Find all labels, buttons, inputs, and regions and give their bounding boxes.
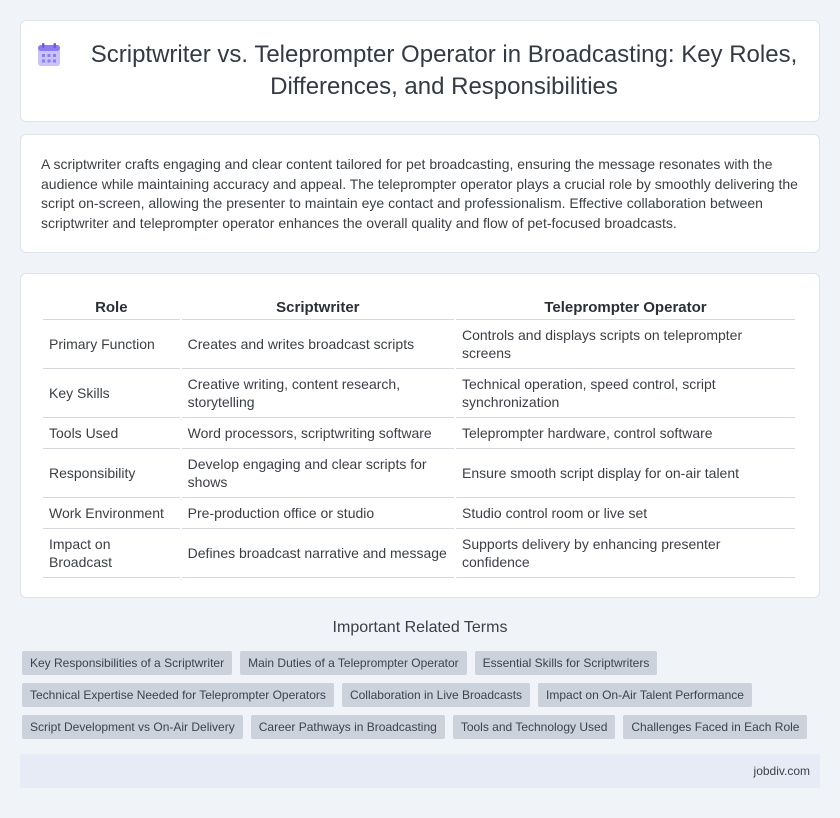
table-cell: Ensure smooth script display for on-air talent [456, 449, 795, 498]
table-cell: Studio control room or live set [456, 498, 795, 529]
related-term-tag[interactable]: Essential Skills for Scriptwriters [475, 651, 658, 675]
related-term-tag[interactable]: Technical Expertise Needed for Teleprompter Operators [22, 683, 334, 707]
related-term-tag[interactable]: Collaboration in Live Broadcasts [342, 683, 530, 707]
table-cell: Teleprompter hardware, control software [456, 418, 795, 449]
table-row [43, 498, 795, 529]
table-cell: Pre-production office or studio [182, 498, 454, 529]
related-terms-title: Important Related Terms [332, 619, 508, 636]
comparison-table [41, 296, 797, 578]
calendar-icon [36, 42, 62, 68]
table-row [43, 449, 795, 498]
table-cell: Controls and displays scripts on teleprompter screens [456, 320, 795, 369]
table-row [43, 369, 795, 418]
tag-row [22, 651, 822, 675]
column-header-role: Role [43, 296, 180, 320]
table-cell: Develop engaging and clear scripts for shows [182, 449, 454, 498]
header-inner [36, 39, 804, 103]
footer [20, 754, 820, 788]
column-header-teleprompter-operator: Teleprompter Operator [456, 296, 795, 320]
table-row [43, 529, 795, 578]
table-cell: Tools Used [43, 418, 180, 449]
table-row [43, 320, 795, 369]
table-header-row [43, 296, 795, 320]
related-term-tag[interactable]: Career Pathways in Broadcasting [251, 715, 445, 739]
table-cell: Creative writing, content research, storytelling [182, 369, 454, 418]
table-cell: Work Environment [43, 498, 180, 529]
intro-card [20, 134, 820, 253]
header-card [20, 20, 820, 122]
related-term-tag[interactable]: Key Responsibilities of a Scriptwriter [22, 651, 232, 675]
table-row [43, 418, 795, 449]
table-cell: Creates and writes broadcast scripts [182, 320, 454, 369]
footer-site-link[interactable]: jobdiv.com [753, 764, 810, 778]
table-cell: Word processors, scriptwriting software [182, 418, 454, 449]
tag-row [22, 683, 822, 707]
comparison-table-card [20, 273, 820, 598]
table-cell: Technical operation, speed control, script synchronization [456, 369, 795, 418]
page-title: Scriptwriter vs. Teleprompter Operator in Broadcasting: Key Roles, Differences, and Responsibilities [90, 41, 798, 100]
related-term-tag[interactable]: Impact on On-Air Talent Performance [538, 683, 752, 707]
column-header-scriptwriter: Scriptwriter [182, 296, 454, 320]
tag-row [22, 715, 822, 739]
table-cell: Supports delivery by enhancing presenter confidence [456, 529, 795, 578]
table-cell: Primary Function [43, 320, 180, 369]
related-term-tag[interactable]: Main Duties of a Teleprompter Operator [240, 651, 467, 675]
related-term-tag[interactable]: Tools and Technology Used [453, 715, 616, 739]
table-cell: Key Skills [43, 369, 180, 418]
related-term-tag[interactable]: Challenges Faced in Each Role [623, 715, 807, 739]
table-cell: Responsibility [43, 449, 180, 498]
related-terms-tags [22, 651, 822, 747]
table-cell: Defines broadcast narrative and message [182, 529, 454, 578]
table-cell: Impact on Broadcast [43, 529, 180, 578]
related-term-tag[interactable]: Script Development vs On-Air Delivery [22, 715, 243, 739]
intro-paragraph: A scriptwriter crafts engaging and clear content tailored for pet broadcasting, ensuring the message resonates with the audience while maintaining accuracy and appeal. The teleprompter operator plays a crucial role by smoothly delivering the script on-screen, allowing the presenter to maintain eye contact and professionalism. Effective collaboration between scriptwriter and teleprompter operator enhances the overall quality and flow of pet-focused broadcasts. [41, 156, 798, 231]
